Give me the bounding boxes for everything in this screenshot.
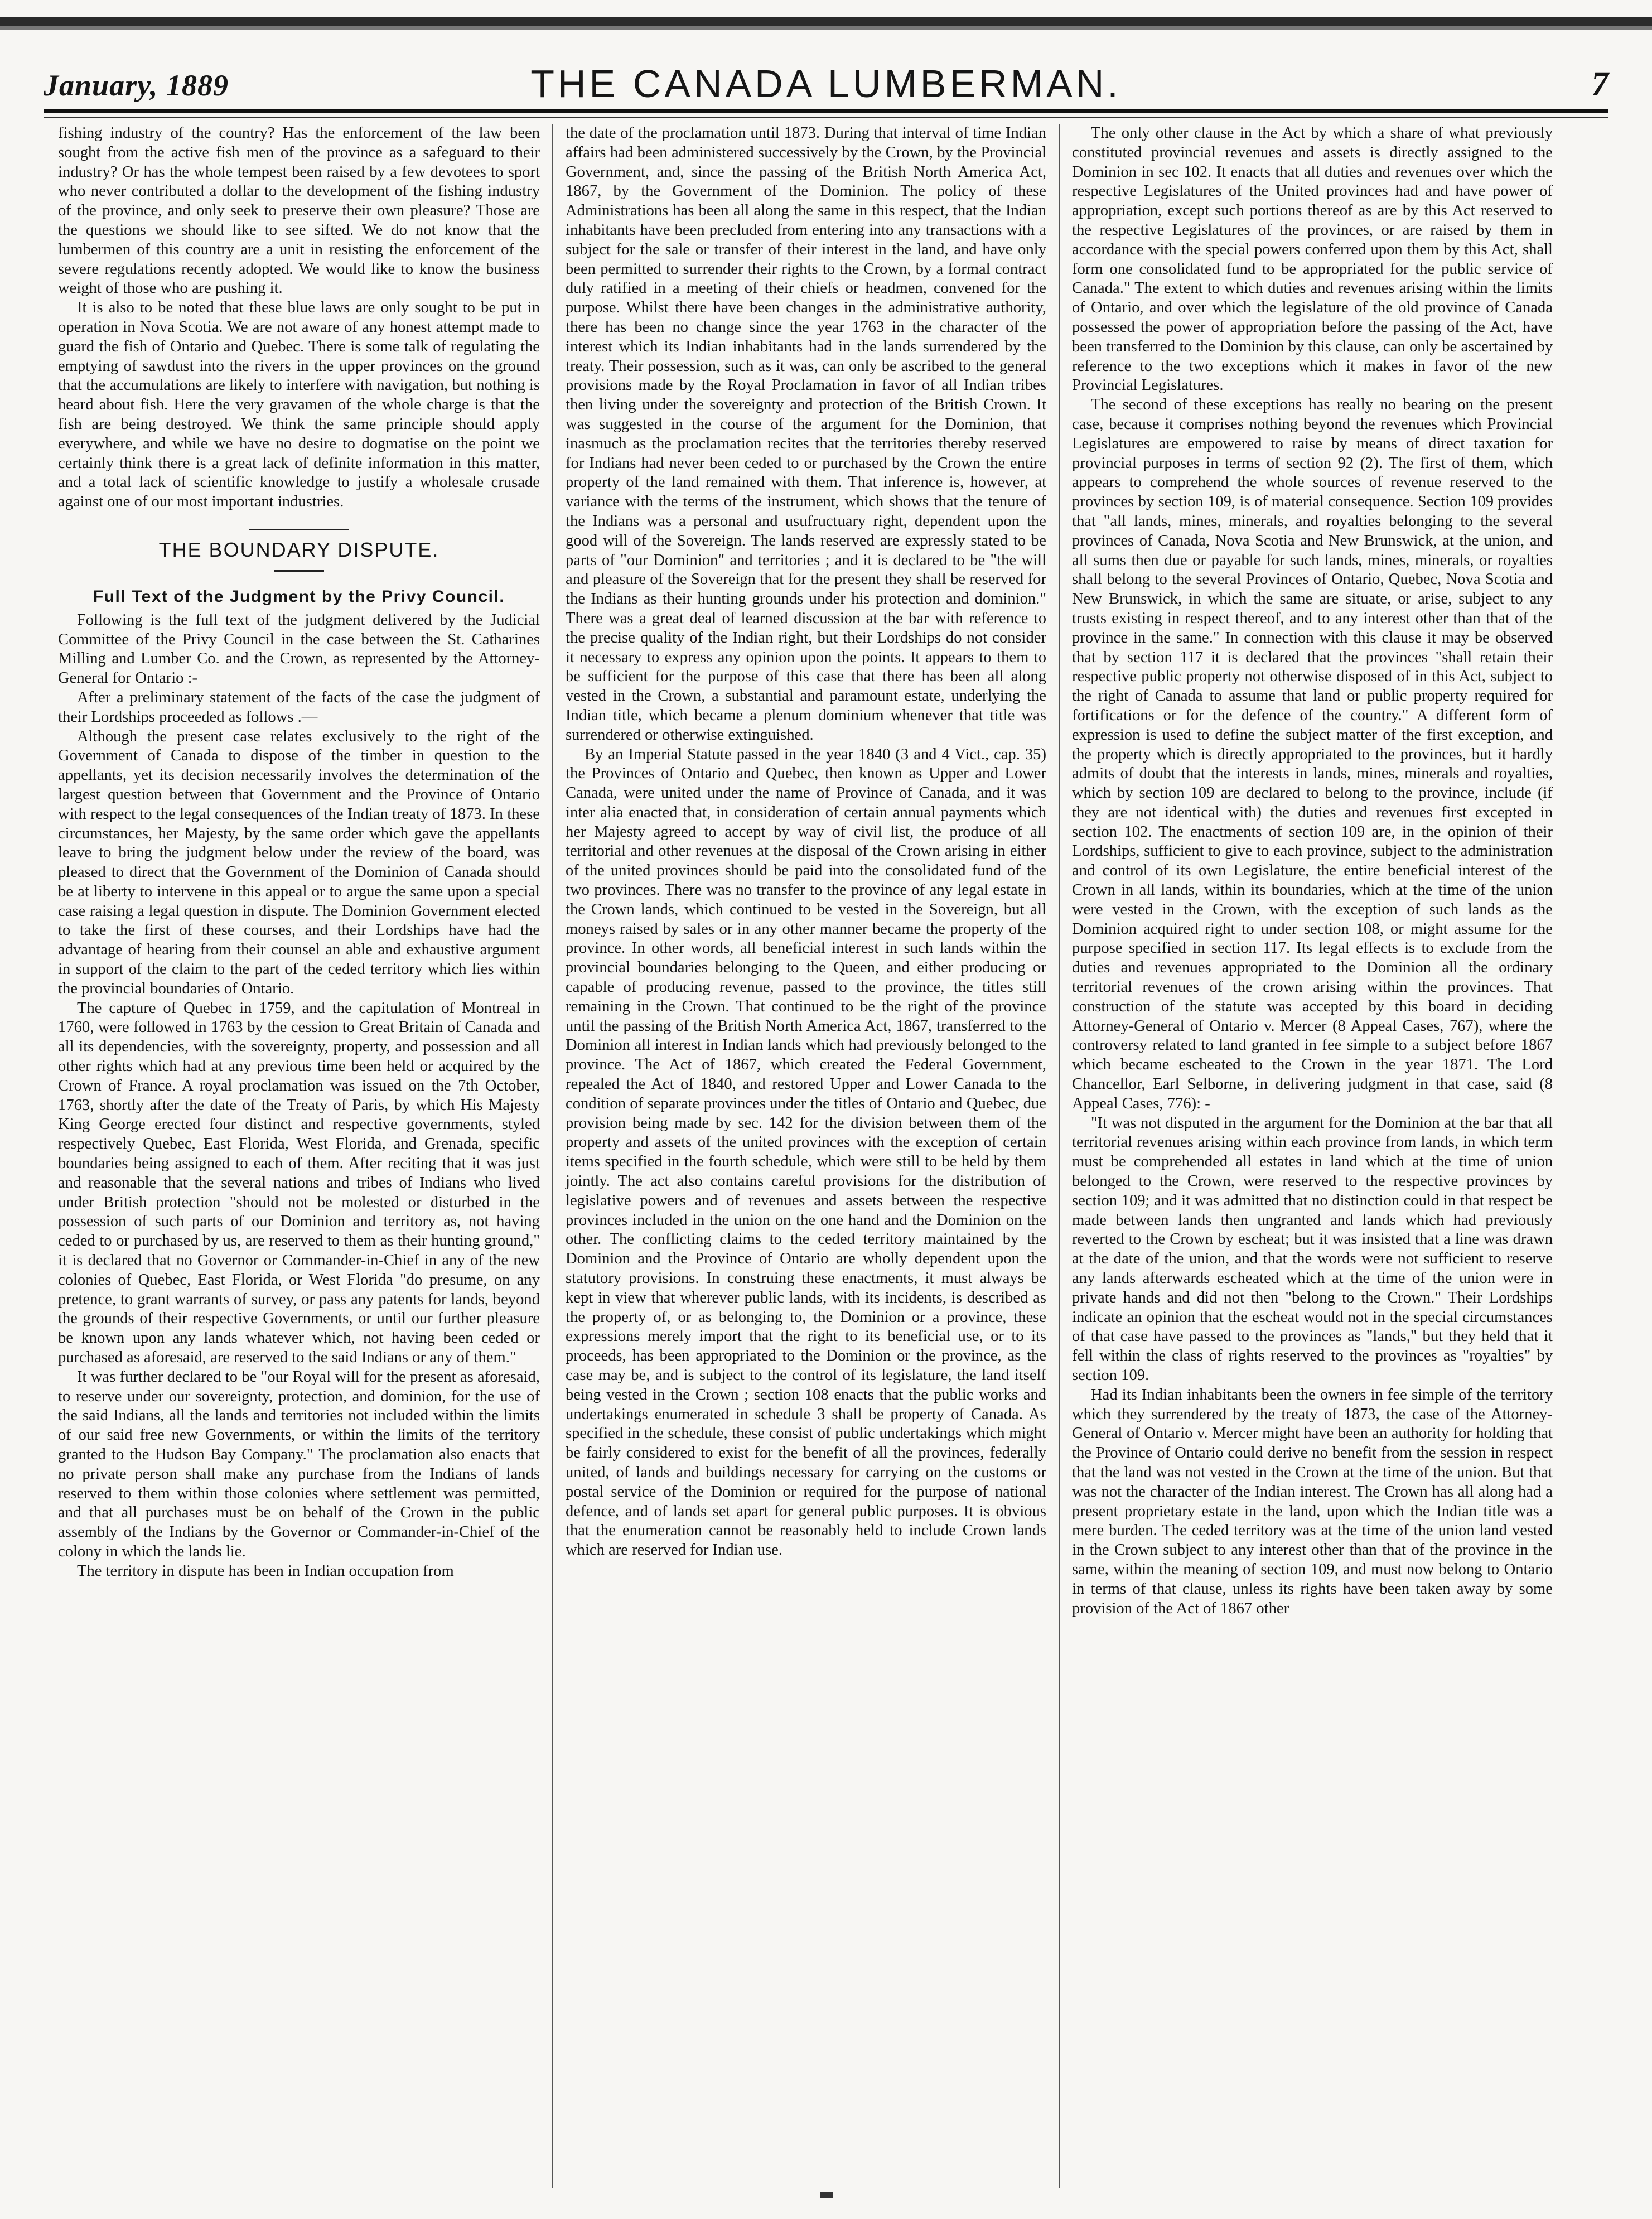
page-number: 7 bbox=[1591, 65, 1608, 103]
section-title: THE BOUNDARY DISPUTE. bbox=[158, 538, 439, 561]
top-border-rule bbox=[0, 0, 1652, 39]
paragraph: Although the present case relates exclusively to the right of the Government of Canada to dispose of the timber in question to the appellants, yet its decision necessarily involves the determination of the largest question between that Government and the Province of Ontario with respect to the legal consequences of the Indian treaty of 1873. In these circumstances, her Majesty, by the same order which gave the appellants leave to bring the judgment below under the review of the board, was pleased to direct that the Government of the Dominion of Canada should be at liberty to intervene in this appeal or to argue the same upon a special case raising a legal question in dispute. The Dominion Government elected to take the first of these courses, and their Lordships have had the advantage of hearing from their counsel an able and exhaustive argument in support of the claim to the part of the ceded territory which lies within the provincial boundaries of Ontario. bbox=[58, 727, 540, 997]
paragraph: The territory in dispute has been in Indian occupation from bbox=[77, 1562, 454, 1580]
column-middle bbox=[552, 124, 1059, 2188]
page-bottom-mark bbox=[820, 2192, 833, 2198]
article-subheading: Full Text of the Judgment by the Privy Council. bbox=[93, 587, 505, 606]
column-left bbox=[46, 124, 552, 2188]
paragraph: By an Imperial Statute passed in the year 1840 (3 and 4 Vict., cap. 35) the Provinces of Ontario and Quebec, then known as Upper and Lower Canada, were united under the name of Province of Canada, and it was inter alia enacted that, in consideration of certain annual payments which her Majesty agreed to accept by way of civil list, the produce of all territorial and other revenues at the disposal of the Crown arising in either of the united provinces should be paid into the consolidated fund of the two provinces. There was no transfer to the province of any legal estate in the Crown lands, which continued to be vested in the Sovereign, but all moneys raised by sales or in any other manner became the property of the province. In other words, all beneficial interest in such lands within the provincial boundaries belonging to the Queen, and either producing or capable of producing revenue, passed to the province, the titles still remaining in the Crown. That continued to be the right of the province until the passing of the British North America Act, 1867, transferred to the Dominion all interest in Indian lands which had previously belonged to the province. The Act of 1867, which created the Federal Government, repealed the Act of 1840, and restored Upper and Lower Canada to the condition of separate provinces under the titles of Ontario and Quebec, due provision being made by sec. 142 for the division between them of the property and assets of the united provinces with the exception of certain items specified in the fourth schedule, which were still to be held by them jointly. The act also contains careful provisions for the distribution of legislative powers and of revenues and assets between the respective provinces included in the union on the one hand and the Dominion on the other. The conflicting claims to the ceded territory maintained by the Dominion and the Province of Ontario are wholly dependent upon the statutory provisions. In construing these enactments, it must always be kept in view that wherever public lands, with its incidents, is described as the property of, or as belonging to, the Dominion or a province, these expressions merely import that the right to its beneficial use, or to its proceeds, has been appropriated to the Dominion or the province, as the case may be, and is subject to the control of its legislature, the land itself being vested in the Crown ; section 108 enacts that the public works and undertakings enumerated in schedule 3 shall be property of Canada. As specified in the schedule, these consist of public undertakings which might be fairly considered to exist for the benefit of all the provinces, federally united, of lands and buildings necessary for carrying on the customs or postal service of the Dominion or required for the purpose of national defence, and of lands set apart for general public purposes. It is obvious that the enumeration cannot be reasonably held to include Crown lands which are reserved for Indian use. bbox=[566, 745, 1046, 1559]
page-header bbox=[44, 51, 1608, 105]
paragraph: Had its Indian inhabitants been the owners in fee simple of the territory which they surrendered by the treaty of 1873, the case of the Attorney-General of Ontario v. Mercer might have been an authority for holding that the Province of Ontario could derive no benefit from the session in respect that the land was not vested in the Crown at the time of the union. But that was not the character of the Indian interest. The Crown has all along had a present proprietary estate in the land, upon which the Indian title was a mere burden. The ceded territory was at the time of the union land vested in the Crown subject to any interest other than that of the province in the same, within the meaning of section 109, and must now belong to Ontario in terms of that clause, unless its rights have been taken away by some provision of the Act of 1867 other bbox=[1072, 1386, 1553, 1617]
paragraph: The only other clause in the Act by which a share of what previously constituted provincial revenues and assets is directly assigned to the Dominion in sec 102. It enacts that all duties and revenues over which the respective Legislatures of the United provinces had and have power of appropriation, except such portions thereof as are by this Act reserved to the respective Legislatures of the provinces, or are raised by them in accordance with the special powers conferred upon them by this Act, shall form one consolidated fund to be appropriated for the public service of Canada." The extent to which duties and revenues arising within the limits of Ontario, and over which the legislature of the old province of Canada possessed the power of appropriation before the passing of the Act, have been transferred to the Dominion by this clause, can only be ascertained by reference to the two exceptions which it makes in favor of the new Provincial Legislatures. bbox=[1072, 124, 1553, 394]
quoted-paragraph: "It was not disputed in the argument for the Dominion at the bar that all territorial revenues arising within each province from lands, in which term must be comprehended all estates in land which at the time of union belonged to the Crown, were reserved to the respective provinces by section 109; and it was admitted that no distinction could in that respect be made between lands then ungranted and lands which had previously reverted to the Crown by escheat; but it was insisted that a line was drawn at the date of the union, and that the words were not sufficient to reserve any lands afterwards escheated which at the time of the union were in private hands and did not then "belong to the Crown." Their Lordships indicate an opinion that the escheat would not in the special circumstances of that case have passed to the provinces as "lands," but they held that it fell within the class of rights reserved to the provinces as "royalties" by section 109. bbox=[1072, 1114, 1553, 1384]
newspaper-title: THE CANADA LUMBERMAN. bbox=[530, 62, 1122, 105]
paragraph: After a preliminary statement of the facts of the case the judgment of their Lordships proceeded as follows .— bbox=[58, 688, 540, 726]
article-columns bbox=[46, 124, 1606, 2188]
issue-date: January, 1889 bbox=[44, 69, 229, 102]
paragraph: It was further declared to be "our Royal will for the present as aforesaid, to reserve under our sovereignty, protection, and dominion, for the use of the said Indians, all the lands and territories not included within the limits of our said free new Governments, or within the limits of the territory granted to the Hudson Bay Company." The proclamation also enacts that no private person shall make any purchase from the Indians of lands reserved to them within those colonies where settlement was permitted, and that all purchases must be on behalf of the Crown in the public assembly of the Indians by the Governor or Commander-in-Chief of the colony in which the lands lie. bbox=[58, 1368, 540, 1560]
paragraph: The capture of Quebec in 1759, and the capitulation of Montreal in 1760, were followed in 1763 by the cession to Great Britain of Canada and all its dependencies, with the sovereignty, property, and possession and all other rights which had at any previous time been held or acquired by the Crown of France. A royal proclamation was issued on the 7th October, 1763, shortly after the date of the Treaty of Paris, by which His Majesty King George erected four distinct and respective governments, styled respectively Quebec, East Florida, West Florida, and Grenada, specific boundaries being assigned to each of them. After reciting that it was just and reasonable that the several nations and tribes of Indians who lived under British protection "should not be molested or disturbed in the possession of such parts of our Dominion and territory as, not having ceded to or purchased by us, are reserved to them as their hunting ground," it is declared that no Governor or Commander-in-Chief in any of the new colonies of Quebec, East Florida, or West Florida "do presume, on any pretence, to grant warrants of survey, or pass any patents for lands, beyond the grounds of their respective Governments, or until our further pleasure be known upon any lands whatever which, not having been ceded or purchased as aforesaid, are reserved to the said Indians or any of them." bbox=[58, 999, 540, 1367]
paragraph: The second of these exceptions has really no bearing on the present case, because it comprises nothing beyond the revenues which Provincial Legislatures are empowered to raise by means of direct taxation for provincial purposes in terms of section 92 (2). The first of them, which appears to comprehend the whole sources of revenue reserved to the provinces by section 109, is of material consequence. Section 109 provides that "all lands, mines, minerals, and royalties belonging to the several provinces of Canada, Nova Scotia and New Brunswick, at the union, and all sums then due or payable for such lands, mines, minerals, or royalties shall belong to the several Provinces of Ontario, Quebec, Nova Scotia and New Brunswick, in which the same are situate, or arise, subject to any trusts existing in respect thereof, and to any interest other than that of the province in the same." In connection with this clause it may be observed that by section 117 it is declared that the provinces "shall retain their respective public property not otherwise disposed of in this Act, subject to the right of Canada to assume that land or public property required for fortifications or for the defence of the country." A different form of expression is used to define the subject matter of the first exception, and the property which is directly appropriated to the provinces, but it hardly admits of doubt that the interests in lands, mines, minerals and royalties, which by section 109 are declared to belong to the province, include (if they are not identical with) the duties and revenues first excepted in section 102. The enactments of section 109 are, in the opinion of their Lordships, sufficient to give to each province, subject to the administration and control of its own Legislature, the entire beneficial interest of the Crown in all lands, within its boundaries, which at the time of the union were vested in the Crown, with the exception of such lands as the Dominion acquired right to under section 108, or might assume for the purpose specified in section 117. Its legal effects is to exclude from the duties and revenues appropriated to the Dominion all the ordinary territorial revenues of the crown arising within the provinces. That construction of the statute was accepted by this board in deciding Attorney-General of Ontario v. Mercer (8 Appeal Cases, 767), where the controversy related to land granted in fee simple to a subject before 1867 which became escheated to the Crown in the year 1871. The Lord Chancellor, Earl Selborne, in delivering judgment in that case, said (8 Appeal Cases, 776): - bbox=[1072, 396, 1553, 1112]
paragraph: Following is the full text of the judgment delivered by the Judicial Committee of the Privy Council in the case between the St. Catharines Milling and Lumber Co. and the Crown, as represented by the Attorney-General for Ontario :- bbox=[58, 611, 540, 687]
section-divider bbox=[274, 570, 324, 572]
section-divider bbox=[249, 529, 349, 530]
paragraph: fishing industry of the country? Has the enforcement of the law been sought from the active fish men of the province as a safeguard to their industry? Or has the whole tempest been raised by a few devotees to sport who never contributed a dollar to the development of the fishing industry of the province, and only seek to preserve their own pleasure? Those are the questions we should like to see sifted. We do not know that the lumbermen of this country are a unit in resisting the enforcement of the severe regulations recently adopted. We would like to know the business weight of those who are pushing it. bbox=[58, 124, 540, 297]
paragraph: the date of the proclamation until 1873. During that interval of time Indian affairs had been administered successively by the Crown, by the Provincial Government, and, since the passing of the British North America Act, 1867, by the Government of the Dominion. The policy of these Administrations has been all along the same in this respect, that the Indian inhabitants have been precluded from entering into any transactions with a subject for the sale or transfer of their interest in the land, and have only been permitted to surrender their rights to the Crown, by a formal contract duly ratified in a meeting of their chiefs or headmen, convened for the purpose. Whilst there have been changes in the administrative authority, there has been no change since the year 1763 in the character of the interest which its Indian inhabitants had in the lands surrendered by the treaty. Their possession, such as it was, can only be ascribed to the general provisions made by the Royal Proclamation in favor of all Indian tribes then living under the sovereignty and protection of the British Crown. It was suggested in the course of the argument for the Dominion, that inasmuch as the proclamation recites that the territories thereby reserved for Indians had never been ceded to or purchased by the Crown the entire property of the land remained with them. That inference is, however, at variance with the terms of the instrument, which shows that the tenure of the Indians was a personal and usufructuary right, dependent upon the good will of the Sovereign. The lands reserved are expressly stated to be parts of "our Dominion" and territories ; and it is declared to be "the will and pleasure of the Sovereign that for the present they shall be reserved for the Indians as their hunting grounds under his protection and dominion." There was a great deal of learned discussion at the bar with reference to the precise quality of the Indian right, but their Lordships do not consider it necessary to express any opinion upon the points. It appears to them to be sufficient for the purpose of this case that there has been all along vested in the Crown, a substantial and paramount estate, underlying the Indian title, which became a plenum dominium whenever that title was surrendered or otherwise extinguished. bbox=[566, 124, 1046, 744]
paragraph: It is also to be noted that these blue laws are only sought to be put in operation in Nova Scotia. We are not aware of any honest attempt made to guard the fish of Ontario and Quebec. There is some talk of regulating the emptying of sawdust into the rivers in the upper provinces on the ground that the accumulations are likely to interfere with navigation, but nothing is heard about fish. Here the very gravamen of the whole charge is that the fish are being destroyed. We think the same principle should apply everywhere, and while we have no desire to dogmatise on the point we certainly think there is a great lack of definite information in this matter, and a total lack of scientific knowledge to justify a wholesale crusade against one of our most important industries. bbox=[58, 299, 540, 511]
header-rule bbox=[44, 109, 1608, 118]
column-right bbox=[1059, 124, 1565, 2188]
